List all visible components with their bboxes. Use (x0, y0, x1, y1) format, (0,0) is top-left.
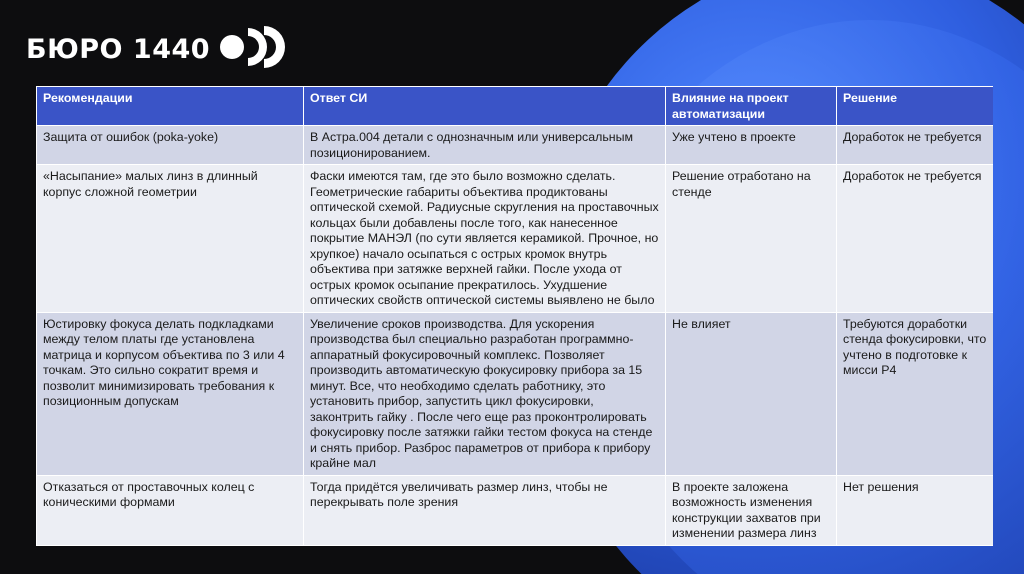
header-impact: Влияние на проект автоматизации (666, 87, 837, 126)
table-cell: Доработок не требуется (837, 165, 994, 313)
table-cell: Нет решения (837, 475, 994, 545)
table-cell: В проекте заложена возможность изменения конструкции захватов при изменении размера линз (666, 475, 837, 545)
table-row (37, 126, 994, 165)
dot-and-arcs-icon (218, 24, 288, 75)
table-cell: Отказаться от проставочных колец с коническими формами (37, 475, 304, 545)
table-header-row (37, 87, 994, 126)
header-answer: Ответ СИ (304, 87, 666, 126)
table-cell: Увеличение сроков производства. Для ускорения производства был специально разработан программно-аппаратный фокусировочный комплекс. Позволяет производить автоматическую фокусировку прибора за 15 минут. Все, что необходимо сделать работнику, это установить прибор, запустить цикл фокусировки, законтрить гайку . После чего еще раз проконтролировать фокусировку после затяжки гайки тестом фокуса на стенде и снять прибор. Разброс параметров от прибора к прибору крайне мал (304, 312, 666, 475)
table-cell: Фаски имеются там, где это было возможно сделать. Геометрические габариты объектива продиктованы оптической схемой. Радиусные скругления на проставочных кольцах были добавлены после того, как нанесенное покрытие МАНЭЛ (по сути является керамикой. Прочное, но хрупкое) начало осыпаться с острых кромок внутрь объектива при затяжке верхней гайки. После ухода от острых кромок осыпание прекратилось. Ухудшение оптических свойств оптической системы выявлено не было (304, 165, 666, 313)
table-cell: «Насыпание» малых линз в длинный корпус сложной геометрии (37, 165, 304, 313)
header-recommendations: Рекомендации (37, 87, 304, 126)
header-decision: Решение (837, 87, 994, 126)
table-row (37, 165, 994, 313)
table-cell: В Астра.004 детали с однозначным или универсальным позиционированием. (304, 126, 666, 165)
table-cell: Уже учтено в проекте (666, 126, 837, 165)
table-cell: Решение отработано на стенде (666, 165, 837, 313)
table-cell: Юстировку фокуса делать подкладками между телом платы где установлена матрица и корпусом объектива по 3 или 4 точкам. Это сильно сократит время и позволит минимизировать требования к позиционным допускам (37, 312, 304, 475)
table-cell: Тогда придётся увеличивать размер линз, чтобы не перекрывать поле зрения (304, 475, 666, 545)
logo-text: БЮРО 1440 (26, 33, 211, 65)
recommendations-table (36, 86, 993, 574)
logo (26, 26, 288, 72)
table-row (37, 475, 994, 545)
table-cell: Доработок не требуется (837, 126, 994, 165)
table-cell: Не влияет (666, 312, 837, 475)
table-cell: Требуются доработки стенда фокусировки, что учтено в подготовке к мисси Р4 (837, 312, 994, 475)
table-cell: Защита от ошибок (poka-yoke) (37, 126, 304, 165)
table-row (37, 312, 994, 475)
